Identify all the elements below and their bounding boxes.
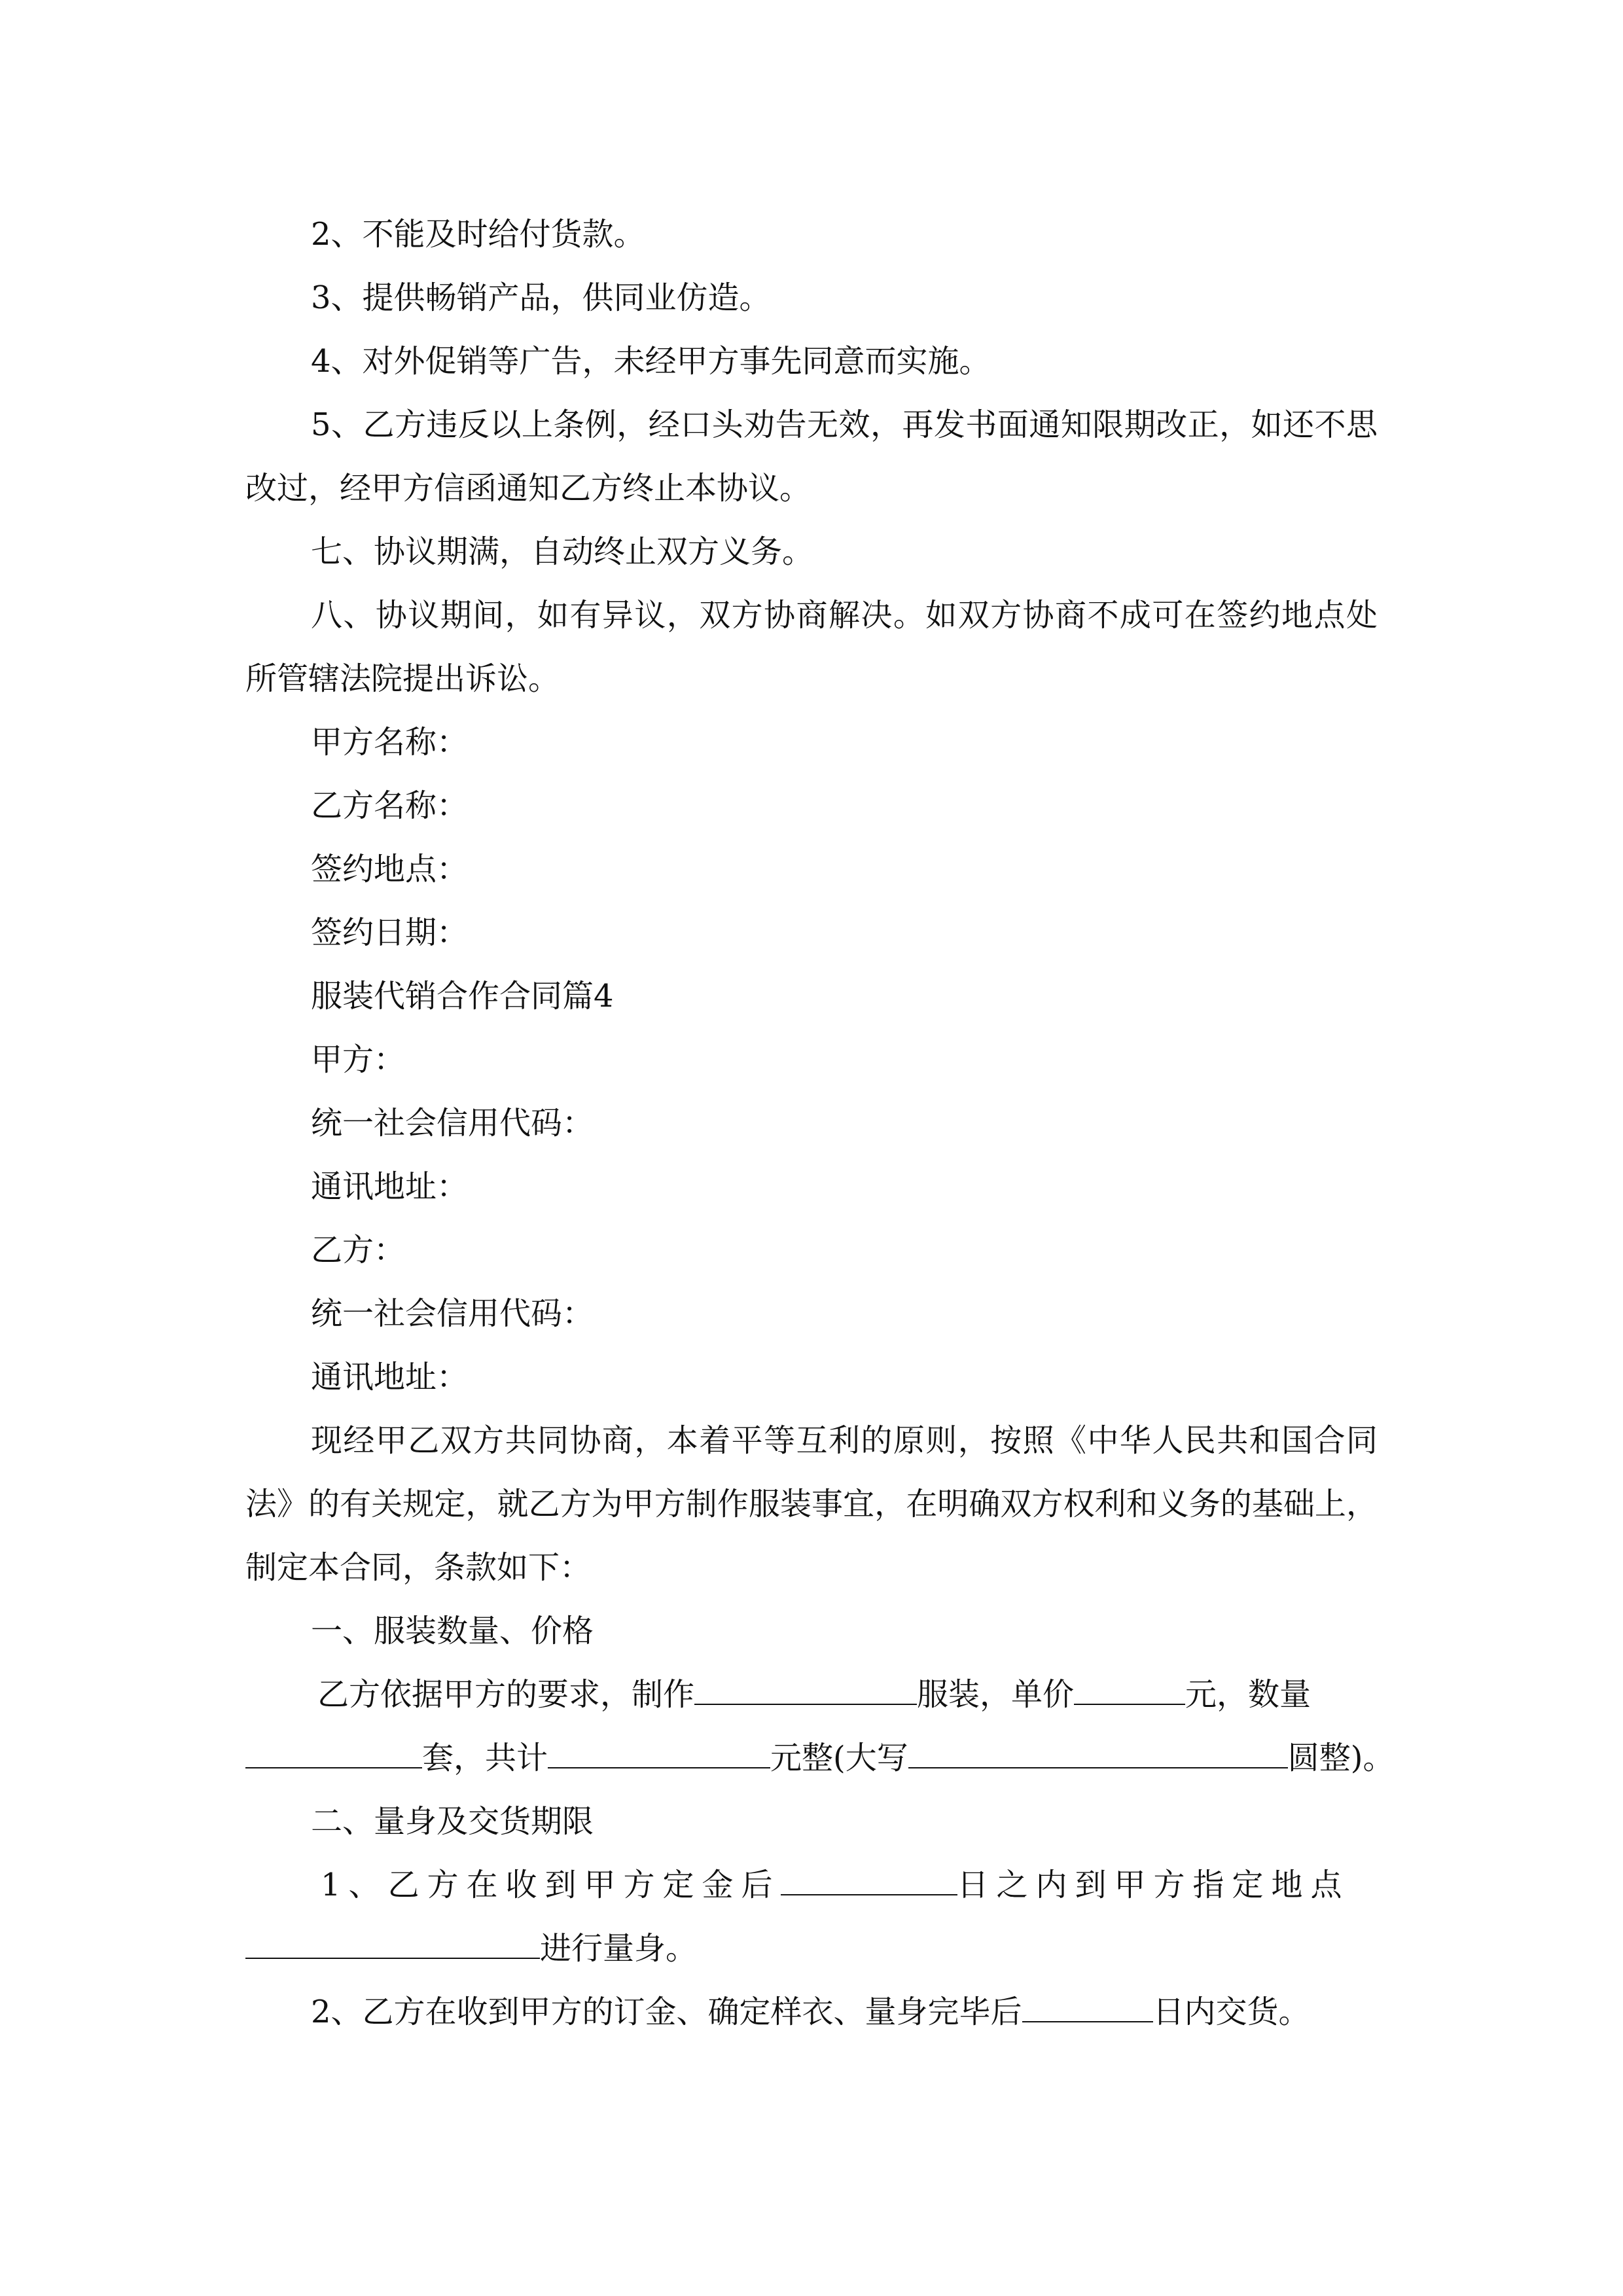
- clause-2-text-c: 进行量身。: [540, 1930, 698, 1967]
- party-a-address-label: 通讯地址：: [311, 1168, 469, 1205]
- clause-1-text-c: 元，数量: [1185, 1676, 1311, 1713]
- party-b-label: 乙方：: [311, 1232, 406, 1268]
- total-amount-blank: [548, 1741, 770, 1768]
- party-a-label: 甲方：: [311, 1041, 406, 1078]
- signing-place-label: 签约地点：: [311, 851, 469, 888]
- paragraph-item-5: 5、乙方违反以上条例，经口头劝告无效，再发书面通知限期改正，如还不思改过，经甲方信函通知乙方终止本协议。: [245, 406, 1378, 507]
- clause-1-text-e: 元整(大写: [770, 1740, 908, 1776]
- section-1-heading: 一、服装数量、价格: [311, 1613, 594, 1649]
- clause-1-line-2: [245, 1727, 1395, 1790]
- clause-1-text-d: 套，共计: [422, 1740, 548, 1776]
- unit-price-blank: [1074, 1677, 1185, 1705]
- clause-1-text-f: 圆整)。: [1287, 1740, 1395, 1776]
- clothing-type-blank: [694, 1677, 917, 1705]
- clause-1-text-a: 乙方依据甲方的要求，制作: [317, 1676, 695, 1713]
- section-2-heading: 二、量身及交货期限: [311, 1803, 594, 1840]
- party-b-credit-code-label: 统一社会信用代码：: [311, 1295, 594, 1332]
- clause-2-text-a: 1、乙方在收到甲方定金后: [321, 1867, 781, 1903]
- party-a-name-label: 甲方名称：: [311, 724, 469, 761]
- quantity-blank: [245, 1741, 422, 1768]
- preamble-paragraph: 现经甲乙双方共同协商，本着平等互利的原则，按照《中华人民共和国合同法》的有关规定，就乙方为甲方制作服装事宜，在明确双方权利和义务的基础上，制定本合同，条款如下：: [245, 1422, 1378, 1586]
- document-body: [245, 203, 1395, 2044]
- measurement-days-blank: [781, 1868, 957, 1895]
- paragraph-item-3: 3、提供畅销产品，供同业仿造。: [311, 279, 771, 316]
- clause-3-text-a: 2、乙方在收到甲方的订金、确定样衣、量身完毕后: [311, 1994, 1022, 2030]
- party-b-address-label: 通讯地址：: [311, 1359, 469, 1395]
- clause-2-line-1: [245, 1854, 1378, 1917]
- clause-2-line-2: [245, 1917, 1378, 1981]
- clause-1-text-b: 服装，单价: [917, 1676, 1075, 1713]
- clause-3-line: [245, 1981, 1378, 2044]
- clause-1-line-1: [245, 1663, 1378, 1727]
- party-b-name-label: 乙方名称：: [311, 787, 469, 824]
- clause-2-text-b: 日之内到甲方指定地点: [957, 1867, 1350, 1903]
- clause-3-text-b: 日内交货。: [1152, 1994, 1310, 2030]
- paragraph-item-4: 4、对外促销等广告，未经甲方事先同意而实施。: [311, 343, 991, 380]
- paragraph-item-2: 2、不能及时给付货款。: [311, 216, 645, 253]
- measurement-location-blank: [245, 1931, 540, 1959]
- contract-title: 服装代销合作合同篇4: [311, 978, 614, 1014]
- delivery-days-blank: [1022, 1995, 1153, 2022]
- party-a-credit-code-label: 统一社会信用代码：: [311, 1105, 594, 1141]
- amount-in-words-blank: [908, 1741, 1288, 1768]
- paragraph-clause-8: 八、协议期间，如有异议，双方协商解决。如双方协商不成可在签约地点处所管辖法院提出诉讼。: [245, 597, 1378, 697]
- paragraph-clause-7: 七、协议期满，自动终止双方义务。: [311, 533, 814, 570]
- signing-date-label: 签约日期：: [311, 914, 469, 951]
